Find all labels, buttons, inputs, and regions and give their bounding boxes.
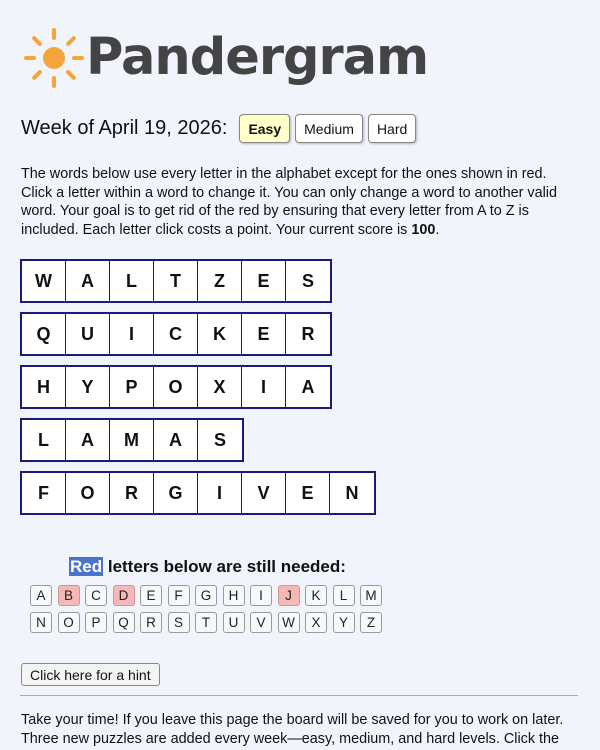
letter-tile[interactable]: O [154, 367, 198, 407]
easy-level-button[interactable]: Easy [239, 114, 290, 143]
alphabet-letter: D [113, 585, 135, 606]
needed-heading-text: letters below are still needed: [103, 557, 346, 576]
letter-tile[interactable]: E [242, 314, 286, 354]
alphabet-letter: E [140, 585, 162, 606]
letter-tile[interactable]: R [301, 323, 315, 344]
alphabet-letter: I [250, 585, 272, 606]
app-logo [22, 26, 428, 90]
letter-tile[interactable]: H [22, 367, 66, 407]
alphabet-tracker [30, 585, 388, 639]
alphabet-letter: X [305, 612, 327, 633]
needed-letters-heading [69, 557, 346, 577]
letter-tile[interactable]: S [301, 270, 314, 291]
hard-level-button[interactable]: Hard [368, 114, 416, 143]
app-title: Pandergram [86, 28, 429, 87]
letter-tile[interactable]: M [110, 420, 154, 460]
divider [20, 695, 578, 696]
instructions [21, 165, 581, 239]
alphabet-letter: L [333, 585, 355, 606]
letter-tile[interactable]: R [110, 473, 154, 513]
week-selector [21, 114, 421, 143]
letter-tile[interactable]: X [198, 367, 242, 407]
letter-tile[interactable]: A [66, 420, 110, 460]
footer-text: Take your time! If you leave this page the board will be saved for you to work on later. Three new puzzles are added every week—easy, medium, and hard levels. Click the [21, 712, 564, 747]
word-row [20, 312, 332, 356]
medium-level-button[interactable]: Medium [295, 114, 363, 143]
word-row [20, 365, 332, 409]
alphabet-letter: Y [333, 612, 355, 633]
red-highlight: Red [70, 557, 103, 576]
alphabet-letter: C [85, 585, 107, 606]
letter-tile[interactable]: E [286, 473, 330, 513]
alphabet-letter: T [195, 612, 217, 633]
letter-tile[interactable]: Y [66, 367, 110, 407]
alphabet-letter: K [305, 585, 327, 606]
alphabet-letter: A [30, 585, 52, 606]
letter-tile[interactable]: I [110, 314, 154, 354]
alphabet-letter: M [360, 585, 382, 606]
alphabet-letter: W [278, 612, 300, 633]
letter-tile[interactable]: G [154, 473, 198, 513]
instructions-end: . [435, 221, 440, 238]
alphabet-letter: Q [113, 612, 135, 633]
instructions-text: The words below use every letter in the alphabet except for the ones shown in red. Click a letter within a word to change it. You can only change a word to another valid word. Your goal is to get rid of the red by ensuring that every letter from A to Z is included. Each letter click costs a point. Your current score is [21, 166, 557, 238]
word-row [20, 471, 376, 515]
letter-tile[interactable]: P [110, 367, 154, 407]
alphabet-row [30, 585, 388, 606]
letter-tile[interactable]: Z [198, 261, 242, 301]
alphabet-row [30, 612, 388, 633]
letter-tile[interactable]: N [345, 482, 359, 503]
alphabet-letter: R [140, 612, 162, 633]
letter-tile[interactable]: L [22, 420, 66, 460]
sun-icon [22, 26, 86, 90]
alphabet-letter: J [278, 585, 300, 606]
letter-tile[interactable]: V [242, 473, 286, 513]
letter-tile[interactable]: C [154, 314, 198, 354]
letter-tile[interactable]: L [110, 261, 154, 301]
hint-button[interactable]: Click here for a hint [21, 663, 160, 686]
alphabet-letter: S [168, 612, 190, 633]
letter-tile[interactable]: A [301, 376, 315, 397]
letter-tile[interactable]: I [242, 367, 286, 407]
word-board [20, 259, 376, 524]
alphabet-letter: U [223, 612, 245, 633]
alphabet-letter: G [195, 585, 217, 606]
letter-tile[interactable]: T [154, 261, 198, 301]
alphabet-letter: V [250, 612, 272, 633]
sun-icon-graphic [22, 26, 86, 90]
letter-tile[interactable]: U [66, 314, 110, 354]
letter-tile[interactable]: W [22, 261, 66, 301]
alphabet-letter: O [58, 612, 80, 633]
letter-tile[interactable]: E [242, 261, 286, 301]
letter-tile[interactable]: F [22, 473, 66, 513]
word-row [20, 259, 332, 303]
letter-tile[interactable]: S [213, 429, 226, 450]
letter-tile[interactable]: Q [22, 314, 66, 354]
letter-tile[interactable]: I [198, 473, 242, 513]
week-label: Week of April 19, 2026: [21, 117, 228, 139]
alphabet-letter: P [85, 612, 107, 633]
current-score: 100 [411, 221, 436, 238]
letter-tile[interactable]: A [66, 261, 110, 301]
letter-tile[interactable]: K [198, 314, 242, 354]
letter-tile[interactable]: A [154, 420, 198, 460]
letter-tile[interactable]: O [66, 473, 110, 513]
alphabet-letter: F [168, 585, 190, 606]
alphabet-letter: B [58, 585, 80, 606]
word-row [20, 418, 244, 462]
alphabet-letter: H [223, 585, 245, 606]
alphabet-letter: N [30, 612, 52, 633]
alphabet-letter: Z [360, 612, 382, 633]
